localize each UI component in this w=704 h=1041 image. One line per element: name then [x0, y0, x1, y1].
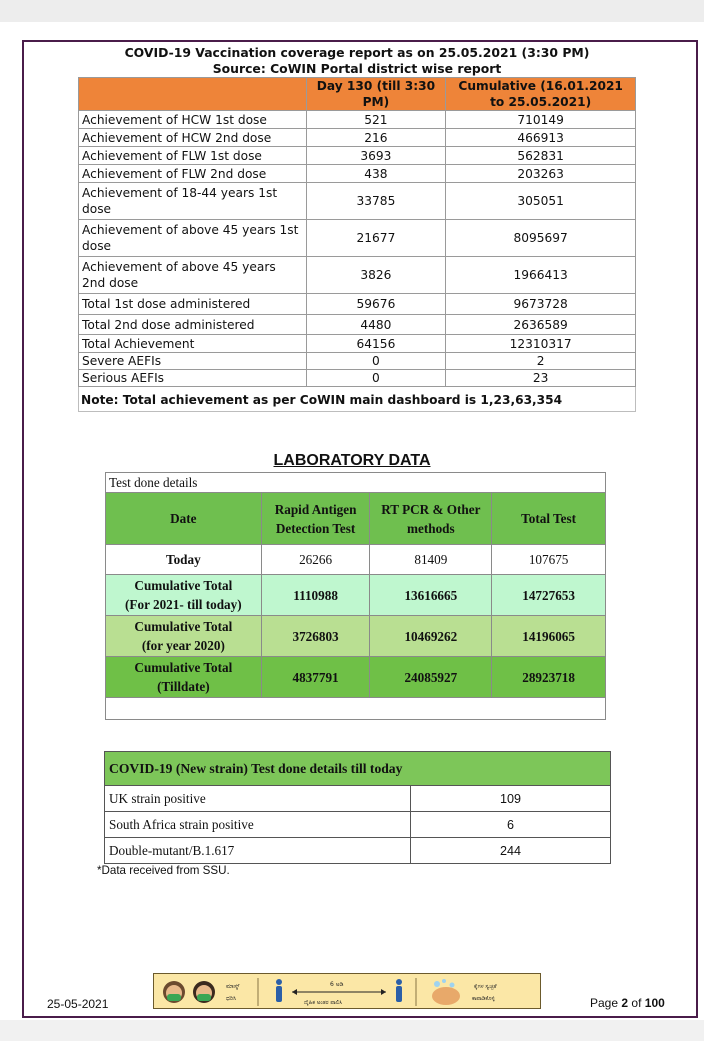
row-rtpcr: 24085927	[370, 657, 492, 698]
row-label: Total 2nd dose administered	[79, 315, 307, 335]
laboratory-section	[105, 472, 606, 720]
strain-value: 244	[411, 838, 611, 864]
laboratory-header-row	[106, 493, 606, 545]
row-cumulative-value: 2	[446, 353, 636, 370]
banner-distance-text: ದೈಹಿಕ ಅಂತರ ಪಾಲಿಸಿ	[304, 1000, 343, 1006]
row-label: Total 1st dose administered	[79, 294, 307, 315]
laboratory-caption-row	[106, 473, 606, 493]
row-cumulative-value: 203263	[446, 165, 636, 183]
row-rtpcr: 10469262	[370, 616, 492, 657]
person-icon-right	[396, 979, 402, 1002]
page-current: 2	[621, 996, 629, 1010]
header-rtpcr: RT PCR & Other methods	[370, 493, 492, 545]
vaccination-row	[79, 220, 636, 257]
row-cumulative-value: 23	[446, 370, 636, 387]
row-day-value: 438	[306, 165, 446, 183]
banner-hands-text-1: ಕೈಗಳ ಸ್ವಚ್ಛತೆ	[474, 984, 497, 990]
new-strain-row	[105, 786, 611, 812]
row-rapid: 1110988	[261, 575, 370, 616]
row-rtpcr: 13616665	[370, 575, 492, 616]
row-date-line1: Cumulative Total	[134, 578, 233, 593]
vaccination-row	[79, 294, 636, 315]
new-strain-row	[105, 812, 611, 838]
vaccination-row	[79, 147, 636, 165]
banner-mask-text-2: ಧರಿಸಿ	[226, 995, 237, 1002]
laboratory-heading: LABORATORY DATA	[273, 452, 431, 469]
vaccination-table	[78, 77, 636, 387]
top-strip	[0, 0, 704, 22]
row-date	[106, 657, 262, 698]
hand-wash-icon	[432, 979, 460, 1005]
vaccination-header-cumulative: Cumulative (16.01.2021 to 25.05.2021)	[446, 78, 636, 111]
row-label: Achievement of above 45 years 1st dose	[79, 220, 307, 257]
new-strain-row	[105, 838, 611, 864]
footnote: *Data received from SSU.	[97, 864, 230, 877]
vaccination-row	[79, 353, 636, 370]
vaccination-row	[79, 165, 636, 183]
row-rapid: 4837791	[261, 657, 370, 698]
row-rapid: 3726803	[261, 616, 370, 657]
new-strain-table	[104, 751, 611, 864]
row-date: Today	[106, 545, 262, 575]
row-rtpcr: 81409	[370, 545, 492, 575]
vaccination-row	[79, 257, 636, 294]
vaccination-header-row	[79, 78, 636, 111]
person-icon-left	[276, 979, 282, 1002]
row-cumulative-value: 2636589	[446, 315, 636, 335]
laboratory-row-cumulative-2021	[106, 575, 606, 616]
vaccination-header-day: Day 130 (till 3:30 PM)	[306, 78, 446, 111]
header-total-test: Total Test	[492, 493, 606, 545]
new-strain-section	[104, 751, 611, 864]
row-total: 107675	[492, 545, 606, 575]
row-cumulative-value: 12310317	[446, 335, 636, 353]
banner-graphic	[154, 974, 542, 1010]
footer-date: 25-05-2021	[47, 997, 109, 1011]
row-cumulative-value: 305051	[446, 183, 636, 220]
vaccination-row	[79, 111, 636, 129]
row-total: 28923718	[492, 657, 606, 698]
row-day-value: 3693	[306, 147, 446, 165]
vaccination-row	[79, 129, 636, 147]
row-label: Severe AEFIs	[79, 353, 307, 370]
row-date-line2: (Tilldate)	[157, 679, 210, 694]
laboratory-row-cumulative-2020	[106, 616, 606, 657]
header-date: Date	[106, 493, 262, 545]
covid-guidelines-banner	[153, 973, 541, 1009]
row-label: Achievement of HCW 2nd dose	[79, 129, 307, 147]
vaccination-title	[78, 45, 636, 77]
row-date	[106, 575, 262, 616]
row-label: Achievement of above 45 years 2nd dose	[79, 257, 307, 294]
distance-arrow-right-head	[381, 989, 386, 995]
masked-faces-icon	[163, 981, 215, 1003]
row-rapid: 26266	[261, 545, 370, 575]
distance-arrow-left-head	[292, 989, 297, 995]
row-label: Achievement of FLW 1st dose	[79, 147, 307, 165]
row-label: Achievement of HCW 1st dose	[79, 111, 307, 129]
row-date-line2: (For 2021- till today)	[125, 597, 242, 612]
row-cumulative-value: 1966413	[446, 257, 636, 294]
row-day-value: 521	[306, 111, 446, 129]
laboratory-row-cumulative-tilldate	[106, 657, 606, 698]
vaccination-title-line2: Source: CoWIN Portal district wise report	[212, 61, 502, 76]
strain-value: 109	[411, 786, 611, 812]
vaccination-title-line1: COVID-19 Vaccination coverage report as on 25.05.2021 (3:30 PM)	[124, 45, 590, 60]
laboratory-spacer-row	[106, 698, 606, 720]
row-date-line2: (for year 2020)	[141, 638, 225, 653]
vaccination-row	[79, 370, 636, 387]
row-cumulative-value: 562831	[446, 147, 636, 165]
row-day-value: 3826	[306, 257, 446, 294]
strain-label: UK strain positive	[105, 786, 411, 812]
vaccination-note-box	[78, 387, 636, 412]
row-label: Achievement of 18-44 years 1st dose	[79, 183, 307, 220]
row-day-value: 33785	[306, 183, 446, 220]
strain-label: Double-mutant/B.1.617	[105, 838, 411, 864]
bottom-strip	[0, 1020, 704, 1041]
banner-hands-text-2: ಕಾಪಾಡಿಕೊಳ್ಳಿ	[472, 996, 495, 1002]
page-of: of	[631, 996, 642, 1010]
laboratory-table	[105, 472, 606, 720]
vaccination-note: Note: Total achievement as per CoWIN main dashboard is 1,23,63,354	[81, 393, 563, 407]
row-date-line1: Cumulative Total	[134, 619, 233, 634]
laboratory-row-today	[106, 545, 606, 575]
footer-page-number	[590, 996, 665, 1010]
row-total: 14196065	[492, 616, 606, 657]
strain-value: 6	[411, 812, 611, 838]
row-day-value: 0	[306, 370, 446, 387]
vaccination-row	[79, 183, 636, 220]
row-label: Serious AEFIs	[79, 370, 307, 387]
row-date	[106, 616, 262, 657]
row-day-value: 0	[306, 353, 446, 370]
vaccination-row	[79, 335, 636, 353]
row-cumulative-value: 710149	[446, 111, 636, 129]
strain-label: South Africa strain positive	[105, 812, 411, 838]
row-day-value: 216	[306, 129, 446, 147]
banner-distance-value: 6 ಅಡಿ	[330, 981, 344, 988]
new-strain-header-row	[105, 752, 611, 786]
header-rapid-antigen: Rapid Antigen Detection Test	[261, 493, 370, 545]
row-day-value: 59676	[306, 294, 446, 315]
row-cumulative-value: 466913	[446, 129, 636, 147]
banner-mask-text-1: ಮಾಸ್ಕ್	[226, 983, 240, 990]
page-total: 100	[644, 996, 665, 1010]
laboratory-spacer	[106, 698, 606, 720]
vaccination-row	[79, 315, 636, 335]
row-cumulative-value: 8095697	[446, 220, 636, 257]
new-strain-title: COVID-19 (New strain) Test done details till today	[105, 752, 611, 786]
row-label: Total Achievement	[79, 335, 307, 353]
row-label: Achievement of FLW 2nd dose	[79, 165, 307, 183]
row-day-value: 4480	[306, 315, 446, 335]
vaccination-header-blank	[79, 78, 307, 111]
vaccination-section	[78, 45, 636, 412]
row-date-line1: Cumulative Total	[134, 660, 233, 675]
row-day-value: 21677	[306, 220, 446, 257]
row-day-value: 64156	[306, 335, 446, 353]
row-cumulative-value: 9673728	[446, 294, 636, 315]
laboratory-caption: Test done details	[106, 473, 606, 493]
page-prefix: Page	[590, 996, 619, 1010]
row-total: 14727653	[492, 575, 606, 616]
